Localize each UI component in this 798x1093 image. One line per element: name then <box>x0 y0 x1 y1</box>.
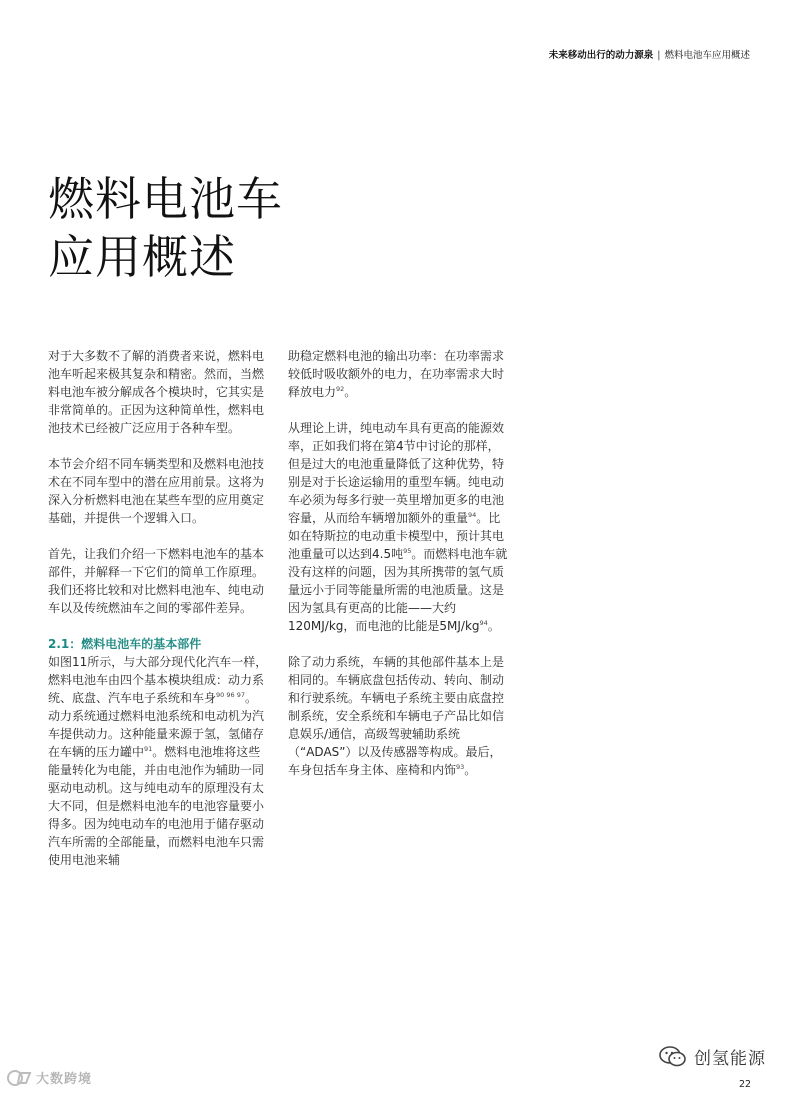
text-run: 。 <box>487 619 500 633</box>
footnote-ref: 92 <box>336 385 345 393</box>
title-line-1: 燃料电池车 <box>48 172 283 226</box>
left-column <box>48 347 268 869</box>
page-number: 22 <box>739 1079 752 1090</box>
watermark-text: 创氢能源 <box>694 1049 766 1069</box>
header-separator: | <box>657 50 661 61</box>
footnote-ref: 94 <box>468 511 477 519</box>
header-section: 未来移动出行的动力源泉 <box>548 50 654 61</box>
text-run: 。 <box>344 385 357 399</box>
running-header <box>549 47 750 61</box>
footnote-ref: 90 96 97 <box>216 691 245 699</box>
footnote-ref: 93 <box>456 763 465 771</box>
text-run: 助稳定燃料电池的输出功率：在功率需求较低时吸收额外的电力，在功率需求大时释放电力 <box>288 349 505 399</box>
corner-watermark-text: 大数跨境 <box>36 1072 93 1087</box>
text-run: 。动力系统通过燃料电池系统和电动机为汽车提供动力。这种能量来源于氢，氢储存在车辆的压力罐中 <box>48 691 265 759</box>
wechat-watermark <box>658 1044 766 1069</box>
paragraph-section-overview: 本节会介绍不同车辆类型和及燃料电池技术在不同车型中的潜在应用前景。这将为深入分析燃料电池在某些车型的应用奠定基础，并提供一个逻辑入口。 <box>48 457 265 525</box>
paragraph-basic-components <box>48 653 268 869</box>
title-line-2: 应用概述 <box>48 230 236 284</box>
text-run: 从理论上讲，纯电动车具有更高的能源效率，正如我们将在第4节中讨论的那样，但是过大的电池重量降低了这种优势，特别是对于长途运输用的重型车辆。纯电动车必须为每多行驶一英里增加更多的电池容量，从而给车辆增加额外的重量 <box>288 421 505 525</box>
text-run: 。比如在特斯拉的电动重卡模型中，预计其电池重量可以达到4.5吨 <box>288 511 505 561</box>
footnote-ref: 94 <box>479 619 488 627</box>
right-column <box>288 347 508 797</box>
section-heading-2-1: 2.1：燃料电池车的基本部件 <box>48 637 202 651</box>
logo-icon <box>6 1069 32 1087</box>
text-run: 。而燃料电池车就没有这样的问题，因为其所携带的氢气质量远小于同等能量所需的电池质量。这是因为氢具有更高的比能——大约120MJ/kg，而电池的比能是5MJ/kg <box>288 547 508 633</box>
text-run: 。燃料电池堆将这些能量转化为电能，并由电池作为辅助一同驱动电动机。这与纯电动车的原理没有太大不同，但是燃料电池车的电池容量要小得多。因为纯电动车的电池用于储存驱动汽车所需的全部能量，而燃料电池车只需使用电池来辅 <box>48 745 265 867</box>
text-run: 。 <box>464 763 477 777</box>
header-chapter: 燃料电池车应用概述 <box>664 50 750 61</box>
paragraph-intro: 对于大多数不了解的消费者来说，燃料电池车听起来极其复杂和精密。然而，当燃料电池车被分解成各个模块时，它其实是非常简单的。正因为这种简单性，燃料电池技术已经被广泛应用于各种车型。 <box>48 349 265 435</box>
footnote-ref: 91 <box>144 745 153 753</box>
paragraph-battery-assist <box>288 347 508 401</box>
text-run: 如图11所示，与大部分现代化汽车一样，燃料电池车由四个基本模块组成：动力系统、底盘、汽车电子系统和车身 <box>48 655 268 705</box>
paragraph-efficiency-comparison <box>288 419 508 635</box>
paragraph-other-components <box>288 653 508 779</box>
wechat-icon <box>658 1045 688 1069</box>
footnote-ref: 95 <box>403 547 412 555</box>
page-title <box>48 170 283 286</box>
text-run: 除了动力系统，车辆的其他部件基本上是相同的。车辆底盘包括传动、转向、制动和行驶系统。车辆电子系统主要由底盘控制系统，安全系统和车辆电子产品比如信息娱乐/通信，高级驾驶辅助系统（“ADAS”）以及传感器等构成。最后，车身包括车身主体、座椅和内饰 <box>288 655 505 777</box>
paragraph-components-intro: 首先，让我们介绍一下燃料电池车的基本部件，并解释一下它们的简单工作原理。我们还将比较和对比燃料电池车、纯电动车以及传统燃油车之间的零部件差异。 <box>48 547 265 615</box>
corner-watermark <box>6 1068 92 1087</box>
